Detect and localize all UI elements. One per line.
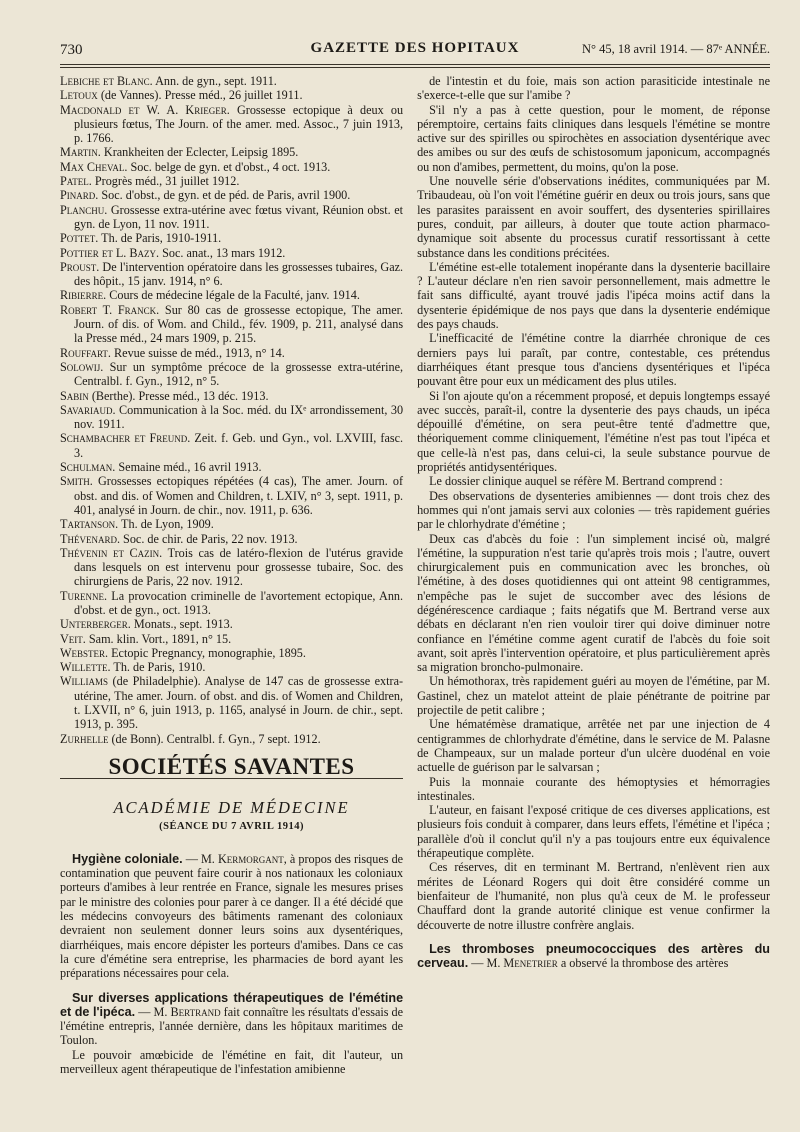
speaker-name: Menetrier bbox=[503, 956, 558, 971]
reference-text: Progrès méd., 31 juillet 1912. bbox=[91, 174, 240, 189]
reference-author: Rouffart. bbox=[60, 345, 111, 360]
reference-author: Ribierre. bbox=[60, 288, 107, 303]
reference-text: (de Bonn). Centralbl. f. Gyn., 7 sept. 1912. bbox=[108, 731, 321, 746]
article-paragraph bbox=[417, 174, 770, 260]
reference-entry bbox=[60, 88, 403, 102]
reference-author: Schambacher et Freund. bbox=[60, 431, 191, 446]
reference-entry bbox=[60, 660, 403, 674]
journal-title: GAZETTE DES HOPITAUX bbox=[310, 40, 520, 56]
reference-text: Th. de Paris, 1910. bbox=[110, 660, 206, 675]
article-paragraph bbox=[417, 389, 770, 475]
reference-author: Solowij. bbox=[60, 359, 104, 374]
reference-author: Max Cheval. bbox=[60, 159, 128, 174]
reference-author: Zurhelle bbox=[60, 731, 109, 746]
reference-author: Unterberger. bbox=[60, 617, 131, 632]
paragraph-text: Une hématémèse dramatique, arrêtée net par une injection de 4 centigrammes de chlorhydrate d'émétine, dans le service de M. Palasne de Champeaux, sur un malade porteur d'un ulcère duodénal en voie actuelle de guérison par le salvarsan ; bbox=[417, 717, 770, 775]
left-column bbox=[60, 74, 403, 1076]
reference-author: Williams bbox=[60, 674, 108, 689]
reference-author: Patel. bbox=[60, 174, 92, 189]
paragraph-text: Une nouvelle série d'observations inédites, communiquées par M. Tribaudeau, où l'on voit l'émétine guérir en deux ou trois jours, sans que les parasites paraissent en avoir souffert, des dysenteries spirillaires pures, conduit, par ailleurs, à douter que toute action pharmaco-dynamique soit absente du processus curatif ressortissant à cette substance dans les conditions précitées. bbox=[417, 174, 770, 260]
reference-text: De l'intervention opératoire dans les grossesses tubaires, Gaz. des hôpit., 15 janv. 1914, n° 6. bbox=[74, 259, 404, 289]
paragraph-text: Le pouvoir amœbicide de l'émétine en fait, dit l'auteur, un merveilleux agent thérapeutique de l'infestation amibienne bbox=[60, 1047, 404, 1076]
reference-text: Semaine méd., 16 avril 1913. bbox=[115, 460, 262, 475]
paragraph-text: L'émétine est-elle totalement inopérante dans la dysenterie bacillaire ? L'auteur déclare n'en rien savoir personnellement, mais admettre le fait sans difficulté, ayant trouvé jadis l'ipéca moins actif dans la dysenterie épidémique de nos pays que dans la dysenterie endémique des pays chauds. bbox=[417, 259, 770, 332]
right-article-text bbox=[417, 74, 770, 970]
reference-text: (de Philadelphie). Analyse de 147 cas de grossesse extra-utérine, The amer. Journ. of obst. and dis. of Women and Children, t. LXVII, n° 6, juin 1913, p. 1165, analysé in Journ. de chir., sept. 1913, p. 395. bbox=[74, 674, 404, 732]
reference-entry bbox=[60, 288, 403, 302]
reference-list bbox=[60, 74, 403, 746]
reference-entry bbox=[60, 231, 403, 245]
reference-entry bbox=[60, 546, 403, 589]
reference-entry bbox=[60, 431, 403, 460]
columns bbox=[60, 74, 770, 1076]
reference-author: Pottet. bbox=[60, 231, 99, 246]
reference-entry bbox=[60, 160, 403, 174]
reference-author: Thévenard. bbox=[60, 531, 120, 546]
left-article-text bbox=[60, 852, 403, 1076]
reference-author: Proust. bbox=[60, 259, 100, 274]
running-header bbox=[60, 38, 770, 60]
reference-entry bbox=[60, 260, 403, 289]
rubric-lead: — M. bbox=[135, 1004, 171, 1019]
reference-text: Ectopic Pregnancy, monographie, 1895. bbox=[108, 645, 306, 660]
article-paragraph bbox=[417, 942, 770, 971]
reference-entry bbox=[60, 732, 403, 746]
reference-text: Sur un symptôme précoce de la grossesse extra-utérine, Centralbl. f. Gyn., 1912, n° 5. bbox=[74, 359, 404, 389]
paragraph-gap bbox=[60, 981, 403, 991]
reference-text: La provocation criminelle de l'avortement ectopique, Ann. d'obst. et de gyn., oct. 1913. bbox=[74, 588, 404, 617]
reference-author: Thévenin et Cazin. bbox=[60, 545, 163, 560]
paragraph-text: fait connaître les résultats d'essais de l'émétine entrepris, l'année dernière, dans les hôpitaux maritimes de Toulon. bbox=[60, 1004, 404, 1048]
paragraph-text: Ces réserves, dit en terminant M. Bertrand, n'enlèvent rien aux mérites de Léonard Rogers qui doit être considéré comme un bienfaiteur de l'humanité, non plus qu'à ceux de M. le professeur Chauffard dont la grande autorité clinique est venue confirmer la découverte de notre illustre confrère anglais. bbox=[417, 860, 770, 932]
reference-text: Sam. klin. Vort., 1891, n° 15. bbox=[85, 631, 232, 646]
speaker-name: Bertrand bbox=[170, 1004, 221, 1019]
reference-entry bbox=[60, 517, 403, 531]
reference-author: Webster. bbox=[60, 645, 109, 660]
reference-text: Monats., sept. 1913. bbox=[130, 617, 233, 632]
reference-text: Communication à la Soc. méd. du IXᵉ arrondissement, 30 nov. 1911. bbox=[74, 402, 404, 432]
article-paragraph bbox=[417, 717, 770, 774]
reference-text: Cours de médecine légale de la Faculté, janv. 1914. bbox=[106, 288, 360, 303]
reference-entry bbox=[60, 403, 403, 432]
reference-entry bbox=[60, 303, 403, 346]
paragraph-text: Si l'on ajoute qu'on a récemment proposé, et depuis longtemps essayé avec succès, paraît-il, contre la dysenterie des pays chauds, un ipéca dépouillé d'émétine, on sera peut-être tenté d'admettre que, théoriquement comme cliniquement, l'émétine n'est pas tout l'ipéca et que celle-là n'est pas, dans celui-ci, la seule substance pourvue de propriétés antidysentériques. bbox=[417, 388, 770, 475]
reference-text: Soc. d'obst., de gyn. et de péd. de Paris, avril 1900. bbox=[98, 188, 351, 203]
article-paragraph bbox=[417, 803, 770, 860]
article-paragraph bbox=[60, 991, 403, 1048]
reference-entry bbox=[60, 617, 403, 631]
article-paragraph bbox=[417, 532, 770, 675]
article-paragraph bbox=[417, 331, 770, 388]
reference-entry bbox=[60, 346, 403, 360]
reference-text: Trois cas de latéro-flexion de l'utérus gravide dans lesquels on est intervenu pour grossesse tubaire, Soc. des chirurgiens de Paris, 22 nov. 1912. bbox=[74, 545, 404, 589]
reference-author: Planchu. bbox=[60, 202, 108, 217]
paragraph-text: Des observations de dysenteries amibiennes — dont trois chez des hommes qui n'ont jamais servi aux colonies — très rapidement guéries par le chlorhydrate d'émétine ; bbox=[417, 488, 770, 532]
right-column bbox=[417, 74, 770, 1076]
article-paragraph bbox=[417, 674, 770, 717]
article-paragraph bbox=[417, 260, 770, 331]
reference-text: Ann. de gyn., sept. 1911. bbox=[152, 74, 277, 88]
reference-author: Pottier et L. Bazy. bbox=[60, 245, 160, 260]
reference-entry bbox=[60, 589, 403, 618]
reference-entry bbox=[60, 103, 403, 146]
reference-entry bbox=[60, 532, 403, 546]
reference-text: Th. de Lyon, 1909. bbox=[118, 517, 214, 532]
reference-entry bbox=[60, 474, 403, 517]
paragraph-gap bbox=[417, 932, 770, 942]
reference-author: Letoux bbox=[60, 88, 98, 103]
reference-author: Robert T. Franck. bbox=[60, 302, 160, 317]
reference-text: Grossesse extra-utérine avec fœtus vivant, Réunion obst. et gyn. de Lyon, 11 nov. 1911. bbox=[74, 202, 404, 231]
paragraph-text: S'il n'y a pas à cette question, pour le moment, de réponse péremptoire, certains faits cliniques dans lesquels l'émétine se montre active sur des spirilles ou spirochètes en association dysentérique avec des amibes ou sur des œufs de schistosomum japonicum, accompagnés ou non d'amibes, permettent, du moins, qu'on la pose. bbox=[417, 102, 770, 174]
reference-text: Soc. anat., 13 mars 1912. bbox=[159, 245, 286, 260]
page-number: 730 bbox=[60, 42, 83, 58]
issue-info: N° 45, 18 avril 1914. — 87ᵉ ANNÉE. bbox=[581, 42, 770, 56]
reference-entry bbox=[60, 460, 403, 474]
rubric-lead: — M. bbox=[182, 851, 218, 866]
paragraph-text: Puis la monnaie courante des hémoptysies et hémorragies intestinales. bbox=[417, 774, 770, 803]
reference-entry bbox=[60, 203, 403, 232]
reference-text: Zeit. f. Geb. und Gyn., vol. LXVIII, fasc. 3. bbox=[74, 431, 404, 460]
paragraph-text: Deux cas d'abcès du foie : l'un simplement incisé où, malgré l'émétine, la suppuration n'est tarie qu'après trois mois ; l'autre, ouvert chirurgicalement puis en communication avec les bronches, où l'émétine, à des doses quotidiennes qui ont atteint 98 centigrammes, n'empêche pas le sujet de succomber avec des lésions de dégénérescence cardiaque ; faits négatifs que M. Bertrand verse aux débats en déclarant n'en rien vouloir tirer qui doive diminuer notre confiance en l'émétine comme agent curatif de l'abcès du foie soit avant, soit après l'intervention opératoire, et plus particulièrement après sa migration broncho-pulmonaire. bbox=[417, 531, 770, 675]
reference-text: Krankheiten der Eclecter, Leipsig 1895. bbox=[100, 145, 299, 160]
reference-entry bbox=[60, 674, 403, 731]
reference-author: Lebiche et Blanc. bbox=[60, 74, 153, 88]
reference-entry bbox=[60, 145, 403, 159]
reference-entry bbox=[60, 632, 403, 646]
article-paragraph bbox=[417, 775, 770, 804]
article-paragraph bbox=[60, 1048, 403, 1077]
reference-entry bbox=[60, 188, 403, 202]
reference-author: Turenne. bbox=[60, 588, 107, 603]
article-paragraph bbox=[417, 103, 770, 174]
reference-entry bbox=[60, 246, 403, 260]
reference-author: Martin. bbox=[60, 145, 101, 160]
reference-author: Schulman. bbox=[60, 460, 116, 475]
reference-author: Smith. bbox=[60, 474, 93, 489]
reference-text: Soc. belge de gyn. et d'obst., 4 oct. 1913. bbox=[127, 159, 331, 174]
reference-entry bbox=[60, 74, 403, 88]
reference-text: Sur 80 cas de grossesse ectopique, The amer. Journ. of dis. of Wom. and Child., fév. 1909, p. 211, analysé dans la Presse méd., 24 mars 1909, p. 215. bbox=[74, 302, 404, 346]
reference-entry bbox=[60, 646, 403, 660]
paragraph-text: , à propos des risques de contamination que peuvent faire courir à nos nationaux les coloniaux porteurs d'amibes à leur rentrée en France, signale les mesures prises par le ministre des colonies pour parer à ce danger. Il a été décidé que les médecins convoyeurs des bâtiments ramenant des coloniaux devraient non seulement donner leurs soins aux dysentériques, diarrhéiques, mais encore dépister les porteurs d'amibes. Dans ce cas la cure d'émétine sera entreprise, les pharmacies de bord ayant les préparations nécessaires pour cela. bbox=[60, 851, 404, 981]
academy-heading: ACADÉMIE DE MÉDECINE bbox=[113, 798, 350, 818]
reference-author: Sabin bbox=[60, 388, 89, 403]
reference-author: Pinard. bbox=[60, 188, 99, 203]
paragraph-text: Un hémothorax, très rapidement guéri au moyen de l'émétine, par M. Gastinel, chez un matelot atteint de plaie pénétrante de poitrine par projectile de petit calibre ; bbox=[417, 674, 770, 718]
reference-text: Grossesses ectopiques répétées (4 cas), The amer. Journ. of obst. and dis. of Women and Children, t. LXIV, n° 3, sept. 1911, p. 401, analysé in Journ. de chir., nov. 1911, p. 636. bbox=[74, 474, 404, 517]
rubric-lead: — M. bbox=[468, 956, 504, 971]
reference-entry bbox=[60, 174, 403, 188]
article-paragraph bbox=[417, 860, 770, 931]
speaker-name: Kermorgant bbox=[217, 851, 284, 866]
reference-author: Willette. bbox=[60, 660, 111, 675]
reference-text: (Berthe). Presse méd., 13 déc. 1913. bbox=[88, 388, 269, 403]
reference-text: (de Vannes). Presse méd., 26 juillet 1911. bbox=[97, 88, 303, 103]
reference-author: Savariaud. bbox=[60, 402, 116, 417]
rubric-heading: Les thromboses pneumococciques des artères du cerveau. bbox=[417, 941, 770, 971]
reference-author: Macdonald et W. A. Krieger. bbox=[60, 102, 230, 117]
paragraph-text: Le dossier clinique auquel se réfère M. Bertrand comprend : bbox=[429, 474, 723, 489]
article-paragraph bbox=[417, 74, 770, 103]
article-paragraph bbox=[60, 852, 403, 981]
header-rule bbox=[60, 64, 770, 68]
rubric-heading: Sur diverses applications thérapeutiques de l'émétine et de l'ipéca. bbox=[60, 990, 404, 1019]
section-title: SOCIÉTÉS SAVANTES bbox=[108, 753, 355, 779]
paragraph-text: a observé la thrombose des artères bbox=[557, 956, 729, 971]
article-paragraph bbox=[417, 474, 770, 488]
reference-text: Th. de Paris, 1910-1911. bbox=[98, 231, 222, 246]
reference-entry bbox=[60, 360, 403, 389]
reference-text: Grossesse ectopique à deux ou plusieurs fœtus, The Journ. of the amer. med. Assoc., 7 juin 1913, p. 1766. bbox=[74, 102, 404, 146]
reference-author: Veit. bbox=[60, 631, 86, 646]
reference-text: Revue suisse de méd., 1913, n° 14. bbox=[110, 345, 285, 360]
reference-entry bbox=[60, 389, 403, 403]
article-paragraph bbox=[417, 489, 770, 532]
reference-author: Tartanson. bbox=[60, 517, 119, 532]
seance-date: (SÉANCE DU 7 AVRIL 1914) bbox=[159, 820, 304, 832]
rubric-heading: Hygiène coloniale. bbox=[72, 851, 183, 866]
paragraph-text: de l'intestin et du foie, mais son action parasiticide intestinale ne s'exerce-t-elle que sur l'amibe ? bbox=[417, 74, 770, 103]
paragraph-text: L'inefficacité de l'émétine contre la diarrhée chronique de ces derniers pays lui paraît, par contre, contestable, ces prétendus diarrhéiques étant presque tous d'anciens dysentériques et l'ipéca pouvant être pour eux un médicament des plus utiles. bbox=[417, 331, 770, 389]
paragraph-text: L'auteur, en faisant l'exposé critique de ces diverses applications, est plusieurs fois conduit à comparer, dans leurs effets, l'émétine et l'ipéca ; parallèle d'où il conclut qu'il n'y a pas toujours entre eux équivalence thérapeutique complète. bbox=[417, 803, 770, 861]
reference-text: Soc. de chir. de Paris, 22 nov. 1913. bbox=[120, 531, 298, 546]
